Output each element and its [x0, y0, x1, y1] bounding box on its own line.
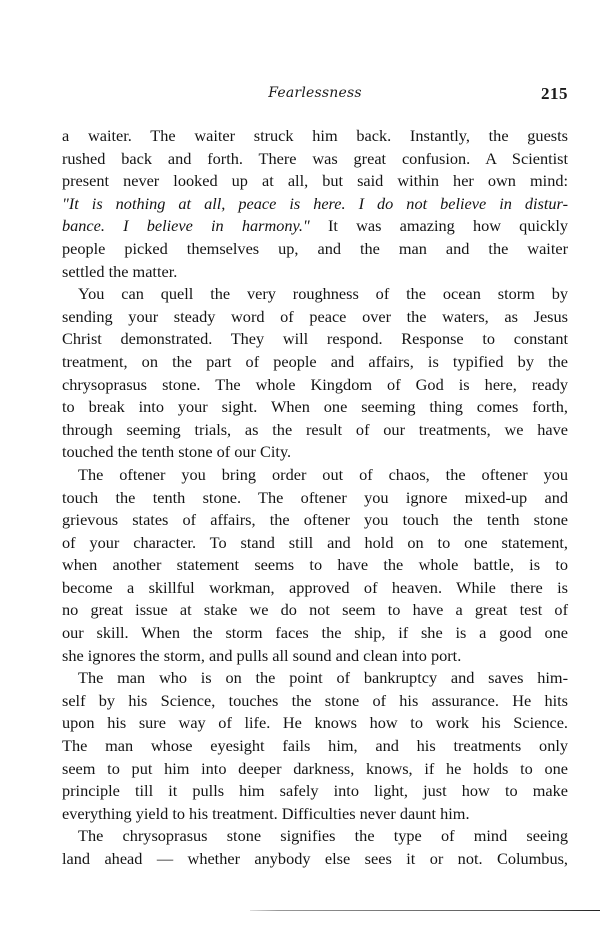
text-run: Christ demonstrated. They will respond. Response to constant [62, 329, 568, 349]
text-line [62, 825, 568, 848]
paragraph [62, 667, 568, 825]
text-run: through seeming trials, as the result of our treatments, we have [62, 419, 568, 439]
text-run: rushed back and forth. There was great confusion. A Scientist [62, 148, 568, 168]
text-run: You can quell the very roughness of the ocean storm by [78, 284, 568, 304]
text-run: people picked themselves up, and the man and the waiter [62, 238, 568, 258]
text-run: The oftener you bring order out of chaos, the oftener you [78, 464, 568, 484]
text-line [62, 396, 568, 419]
text-line [62, 712, 568, 735]
text-run: to break into your sight. When one seeming thing comes forth, [62, 397, 568, 417]
text-line [62, 509, 568, 532]
text-line [62, 803, 568, 826]
text-line [62, 599, 568, 622]
text-line [62, 848, 568, 871]
text-line [62, 667, 568, 690]
text-line [62, 532, 568, 555]
text-line [62, 690, 568, 713]
text-line [62, 148, 568, 171]
text-line [62, 261, 568, 284]
italic-quote: "It is nothing at all, peace is here. I do not believe in distur- [62, 193, 568, 213]
text-run: sending your steady word of peace over the waters, as Jesus [62, 306, 568, 326]
text-run: grievous states of affairs, the oftener you touch the tenth stone [62, 510, 568, 530]
text-run: seem to put him into deeper darkness, knows, if he holds to one [62, 758, 568, 778]
text-line [62, 419, 568, 442]
text-run: settled the matter. [62, 261, 178, 281]
text-run: become a skillful workman, approved of heaven. While there is [62, 577, 568, 597]
text-run: of your character. To stand still and hold on to one statement, [62, 532, 568, 552]
text-line [62, 328, 568, 351]
text-run: present never looked up at all, but said within her own mind: [62, 171, 568, 191]
text-line [62, 283, 568, 306]
bottom-rule [250, 910, 600, 911]
text-line [62, 441, 568, 464]
text-line [62, 780, 568, 803]
text-run: no great issue at stake we do not seem to have a great test of [62, 600, 568, 620]
chapter-title: Fearlessness [268, 85, 362, 101]
text-line [62, 554, 568, 577]
text-line [62, 193, 568, 216]
paragraph [62, 283, 568, 464]
text-run: principle till it pulls him safely into light, just how to make [62, 781, 568, 801]
page-number: 215 [541, 84, 568, 103]
italic-quote: bance. I believe in harmony." [62, 216, 310, 236]
text-line [62, 374, 568, 397]
text-line [62, 170, 568, 193]
text-line [62, 758, 568, 781]
text-line [62, 215, 568, 238]
text-line [62, 464, 568, 487]
text-line [62, 645, 568, 668]
text-line [62, 622, 568, 645]
text-run: touched the tenth stone of our City. [62, 442, 292, 462]
paragraph [62, 825, 568, 870]
text-run: treatment, on the part of people and affairs, is typified by the [62, 351, 568, 371]
text-run: land ahead — whether anybody else sees it or not. Columbus, [62, 849, 568, 868]
text-line [62, 351, 568, 374]
text-run: self by his Science, touches the stone of his assurance. He hits [62, 690, 568, 710]
text-run: The chrysoprasus stone signifies the type of mind seeing [78, 826, 568, 846]
text-run: when another statement seems to have the whole battle, is to [62, 555, 568, 575]
text-run: chrysoprasus stone. The whole Kingdom of God is here, ready [62, 374, 568, 394]
text-line [62, 487, 568, 510]
paragraph [62, 125, 568, 283]
text-line [62, 238, 568, 261]
text-line [62, 125, 568, 148]
text-run: upon his sure way of life. He knows how to work his Science. [62, 713, 568, 733]
body-text [62, 125, 568, 871]
text-run: It was amazing how quickly [309, 216, 569, 236]
text-run: everything yield to his treatment. Difficulties never daunt him. [62, 803, 470, 823]
text-line [62, 577, 568, 600]
running-head [62, 85, 568, 107]
text-run: our skill. When the storm faces the ship, if she is a good one [62, 623, 568, 643]
text-run: The man whose eyesight fails him, and his treatments only [62, 736, 568, 756]
text-line [62, 306, 568, 329]
text-run: a waiter. The waiter struck him back. Instantly, the guests [62, 126, 568, 145]
text-run: she ignores the storm, and pulls all sound and clean into port. [62, 645, 462, 665]
text-run: The man who is on the point of bankruptcy and saves him- [78, 668, 568, 688]
paragraph [62, 464, 568, 667]
text-run: touch the tenth stone. The oftener you ignore mixed-up and [62, 487, 568, 507]
text-line [62, 735, 568, 758]
